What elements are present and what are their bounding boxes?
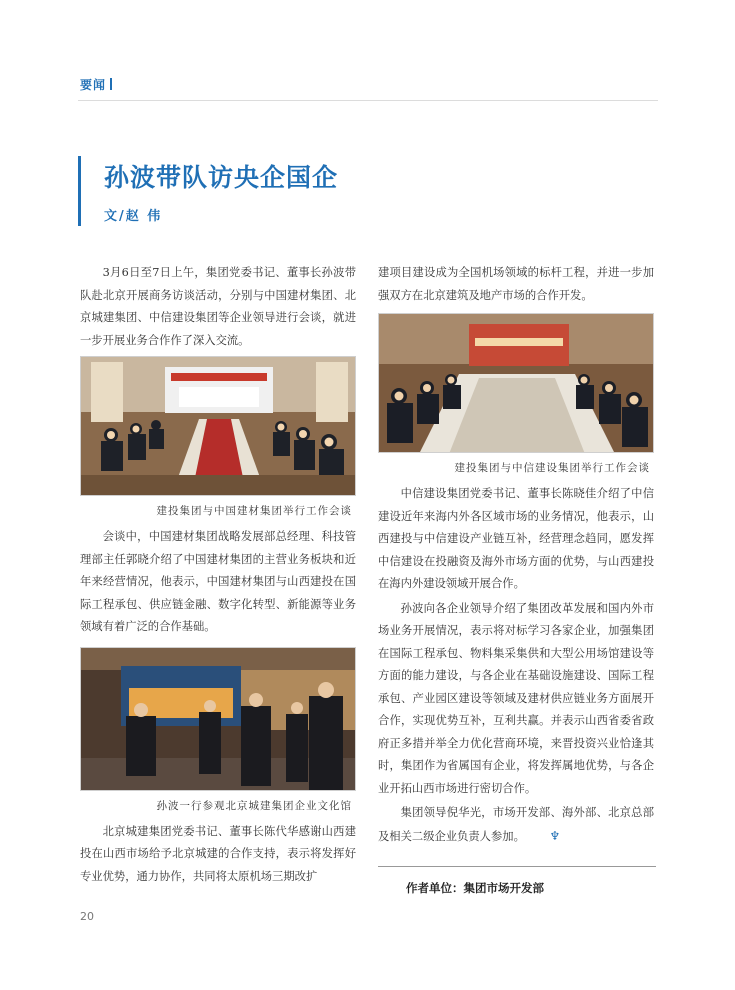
culture-hall-image [81,648,356,791]
photo-caption-2: 孙波一行参观北京城建集团企业文化馆 [156,799,352,812]
paragraph-2: 会谈中，中国建材集团战略发展部总经理、科技管理部主任郭晓介绍了中国建材集团的主营业务板块和近年来经营情况，他表示，中国建材集团与山西建投在国际工程承包、供应链金融、数字化转型、新能源等业务领域有着广泛的合作基础。 [80,530,356,633]
photo-meeting-citic [378,313,654,453]
page-number: 20 [80,910,94,923]
section-label: 要闻 [80,78,107,92]
title-accent-bar [78,156,81,226]
article-title: 孙波带队访央企国企 [104,163,339,192]
article-author: 文/赵 伟 [104,209,163,224]
top-divider [78,100,658,101]
section-tag [80,76,112,93]
meeting-room-image [81,357,356,496]
paragraph-6 [378,802,654,848]
photo-caption-1: 建投集团与中国建材集团举行工作会谈 [156,505,352,517]
photo-caption-3: 建投集团与中信建设集团举行工作会谈 [454,462,650,474]
meeting-room-citic-image [379,314,654,453]
right-column [378,262,654,850]
paragraph-6-text: 集团领导倪华光，市场开发部、海外部、北京总部及相关二级企业负责人参加。 [378,806,654,843]
paragraph-3-continued: 建项目建设成为全国机场领域的标杆工程，并进一步加强双方在北京建筑及地产市场的合作开发。 [378,266,654,302]
bottom-divider [378,866,656,867]
photo-culture-hall [80,647,356,791]
photo-meeting-cnbm [80,356,356,496]
publication-logo-icon: ♆ [549,828,561,843]
section-bar [110,78,112,90]
paragraph-1: 3月6日至7日上午，集团党委书记、董事长孙波带队赴北京开展商务访谈活动，分别与中国建材集团、北京城建集团、中信建设集团等企业领导进行会谈，就进一步开展业务合作作了深入交流。 [80,266,356,347]
left-column [80,262,356,890]
author-unit: 作者单位：集团市场开发部 [406,881,544,895]
paragraph-3: 北京城建集团党委书记、董事长陈代华感谢山西建投在山西市场给予北京城建的合作支持，表示将发挥好专业优势，通力协作，共同将太原机场三期改扩 [80,824,356,883]
paragraph-4: 中信建设集团党委书记、董事长陈晓佳介绍了中信建设近年来海内外各区域市场的业务情况，他表示，山西建投与中信建设产业链互补，经营理念趋同，愿发挥中信建设在投融资及海外市场方面的优势，与山西建投在海内外建设领域开展合作。 [378,487,654,590]
paragraph-5: 孙波向各企业领导介绍了集团改革发展和国内外市场业务开展情况，表示将对标学习各家企业，加强集团在国际工程承包、物料集采集供和大型公用场馆建设等方面的能力建设，与各企业在基础设施建设、国际工程承包、产业园区建设等领域及建材供应链业务方面展开合作，实现优势互补，互利共赢。并表示山西省委省政府正多措并举全力优化营商环境，来晋投资兴业恰逢其时，集团作为省属国有企业，将发挥属地优势，与各企业开拓山西市场进行密切合作。 [378,601,654,795]
